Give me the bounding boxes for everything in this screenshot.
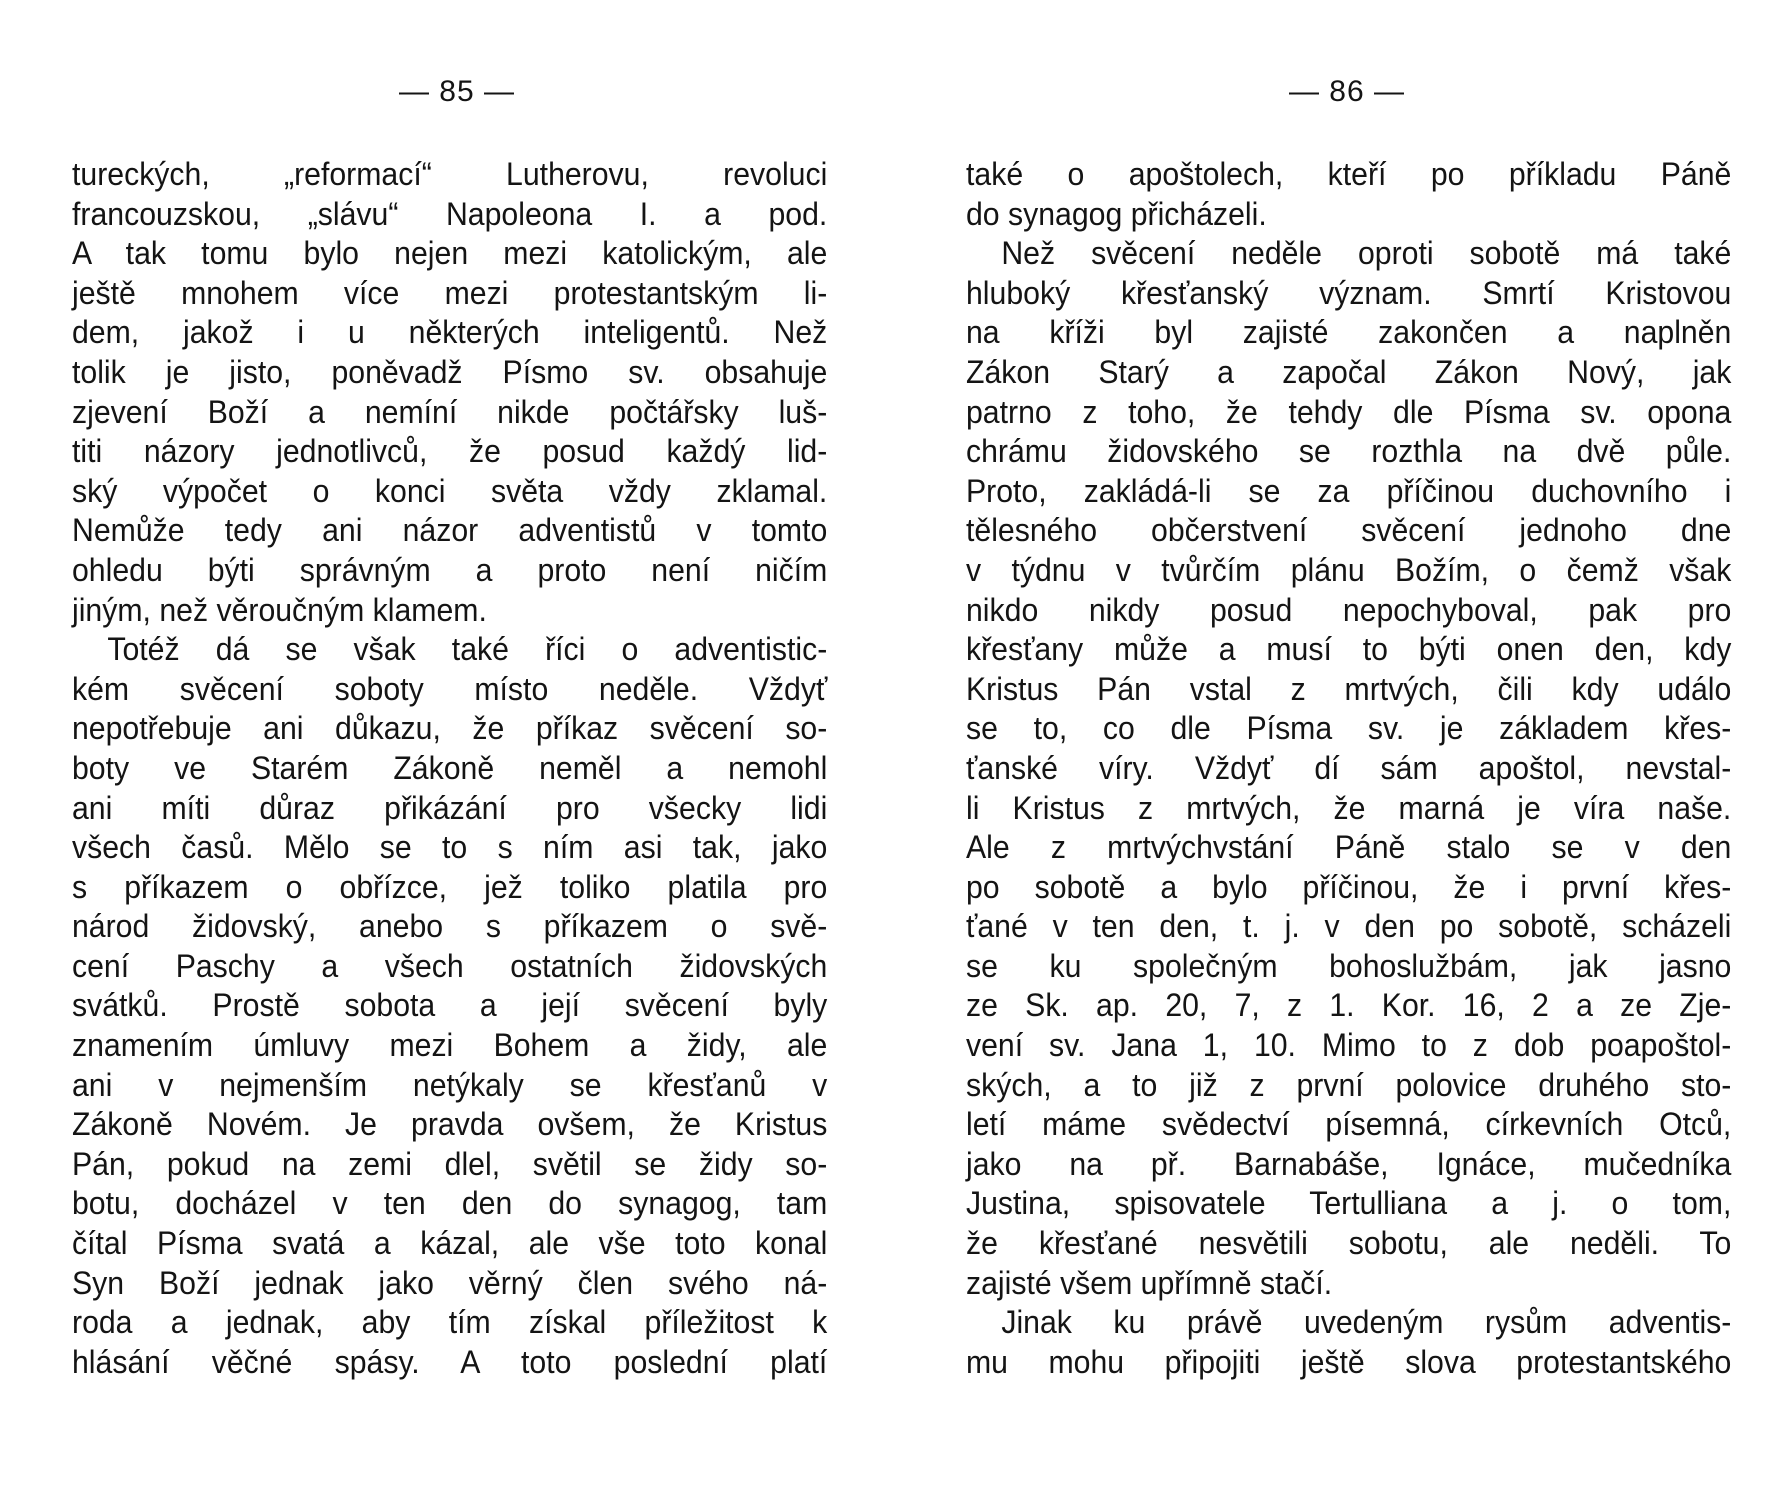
text-line: botu, docházel v ten den do synagog, tam: [72, 1185, 828, 1222]
right-page-text: [966, 155, 1731, 1382]
left-page: [72, 0, 828, 1500]
text-line: dem, jakož i u některých inteligentů. Než: [72, 314, 828, 351]
text-line: se to, co dle Písma sv. je základem křes-: [966, 710, 1732, 747]
text-line: titi názory jednotlivců, že posud každý lid-: [72, 433, 828, 470]
text-line: A tak tomu bylo nejen mezi katolickým, ale: [72, 235, 828, 272]
text-line: nikdo nikdy posud nepochyboval, pak pro: [966, 591, 1732, 628]
text-line: boty ve Starém Zákoně neměl a nemohl: [72, 749, 828, 786]
text-line: Jinak ku právě uvedeným rysům adventis-: [1001, 1304, 1732, 1341]
text-line: li Kristus z mrtvých, že marná je víra naše.: [966, 789, 1732, 826]
text-line: s příkazem o obřízce, jež toliko platila pro: [72, 868, 828, 905]
text-line: Než svěcení neděle oproti sobotě má také: [1001, 235, 1732, 272]
text-line: znamením úmluvy mezi Bohem a židy, ale: [72, 1027, 828, 1064]
left-page-text: [72, 155, 827, 1382]
text-line: Ale z mrtvýchvstání Páně stalo se v den: [966, 829, 1732, 866]
text-line: na kříži byl zajisté zakončen a naplněn: [966, 314, 1732, 351]
text-line: ský výpočet o konci světa vždy zklamal.: [72, 472, 828, 509]
text-line: cení Paschy a všech ostatních židovských: [72, 947, 828, 984]
text-line: se ku společným bohoslužbám, jak jasno: [966, 947, 1732, 984]
right-page: [966, 0, 1732, 1500]
text-line: ani míti důraz přikázání pro všecky lidi: [72, 789, 828, 826]
text-line: Zákoně Novém. Je pravda ovšem, že Kristus: [72, 1106, 828, 1143]
text-line: nepotřebuje ani důkazu, že příkaz svěcení so-: [72, 710, 828, 747]
text-line: zajisté všem upřímně stačí.: [966, 1264, 1333, 1301]
text-line: jako na př. Barnabáše, Ignáce, mučedníka: [966, 1145, 1732, 1182]
text-line: vení sv. Jana 1, 10. Mimo to z dob poapoštol-: [966, 1027, 1732, 1064]
text-line: ještě mnohem více mezi protestantským li-: [72, 274, 828, 311]
text-line: také o apoštolech, kteří po příkladu Páně: [966, 156, 1732, 192]
text-line: ťané v ten den, t. j. v den po sobotě, scházeli: [966, 908, 1732, 945]
text-line: Zákon Starý a započal Zákon Nový, jak: [966, 353, 1732, 390]
text-line: že křesťané nesvětili sobotu, ale neděli. To: [966, 1225, 1732, 1262]
text-line: tureckých, „reformací“ Lutherovu, revoluci: [72, 156, 828, 192]
text-line: do synagog přicházeli.: [966, 195, 1267, 232]
text-line: všech časů. Mělo se to s ním asi tak, jako: [72, 829, 828, 866]
text-line: tělesného občerstvení svěcení jednoho dne: [966, 512, 1732, 549]
text-line: Totéž dá se však také říci o adventistic-: [107, 631, 828, 668]
text-line: Justina, spisovatele Tertulliana a j. o tom,: [966, 1185, 1732, 1222]
text-line: křesťany může a musí to býti onen den, kdy: [966, 631, 1732, 668]
text-line: mu mohu připojiti ještě slova protestantského: [966, 1343, 1732, 1380]
text-line: Proto, zakládá-li se za příčinou duchovního i: [966, 472, 1732, 509]
text-line: ani v nejmenším netýkaly se křesťanů v: [72, 1066, 828, 1103]
text-line: ťanské víry. Vždyť dí sám apoštol, nevstal-: [966, 749, 1732, 786]
text-line: hluboký křesťanský význam. Smrtí Kristovou: [966, 274, 1732, 311]
text-line: národ židovský, anebo s příkazem o svě-: [72, 908, 828, 945]
text-line: v týdnu v tvůrčím plánu Božím, o čemž však: [966, 551, 1732, 588]
text-line: ohledu býti správným a proto není ničím: [72, 551, 828, 588]
text-line: Kristus Pán vstal z mrtvých, čili kdy událo: [966, 670, 1732, 707]
page-number-left: — 85 —: [398, 75, 516, 108]
text-line: Nemůže tedy ani názor adventistů v tomto: [72, 512, 828, 549]
text-line: letí máme svědectví písemná, církevních Otců,: [966, 1106, 1732, 1143]
text-line: ze Sk. ap. 20, 7, z 1. Kor. 16, 2 a ze Zje-: [966, 987, 1732, 1024]
text-line: zjevení Boží a nemíní nikde počtářsky luš-: [72, 393, 828, 430]
text-line: francouzskou, „slávu“ Napoleona I. a pod.: [72, 195, 828, 232]
text-line: Pán, pokud na zemi dlel, světil se židy so-: [72, 1145, 828, 1182]
text-line: kém svěcení soboty místo neděle. Vždyť: [72, 670, 828, 707]
text-line: po sobotě a bylo příčinou, že i první křes-: [966, 868, 1732, 905]
text-line: tolik je jisto, poněvadž Písmo sv. obsahuje: [72, 353, 828, 390]
text-line: ských, a to již z první polovice druhého sto-: [966, 1066, 1732, 1103]
text-line: roda a jednak, aby tím získal příležitost k: [72, 1304, 828, 1341]
page-number-right: — 86 —: [1288, 75, 1406, 108]
text-line: hlásání věčné spásy. A toto poslední platí: [72, 1343, 828, 1380]
text-line: Syn Boží jednak jako věrný člen svého ná-: [72, 1264, 828, 1301]
text-line: chrámu židovského se rozthla na dvě půle.: [966, 433, 1732, 470]
text-line: jiným, než věroučným klamem.: [72, 591, 487, 628]
text-line: patrno z toho, že tehdy dle Písma sv. opona: [966, 393, 1732, 430]
text-line: svátků. Prostě sobota a její svěcení byly: [72, 987, 828, 1024]
text-line: čítal Písma svatá a kázal, ale vše toto konal: [72, 1225, 828, 1262]
